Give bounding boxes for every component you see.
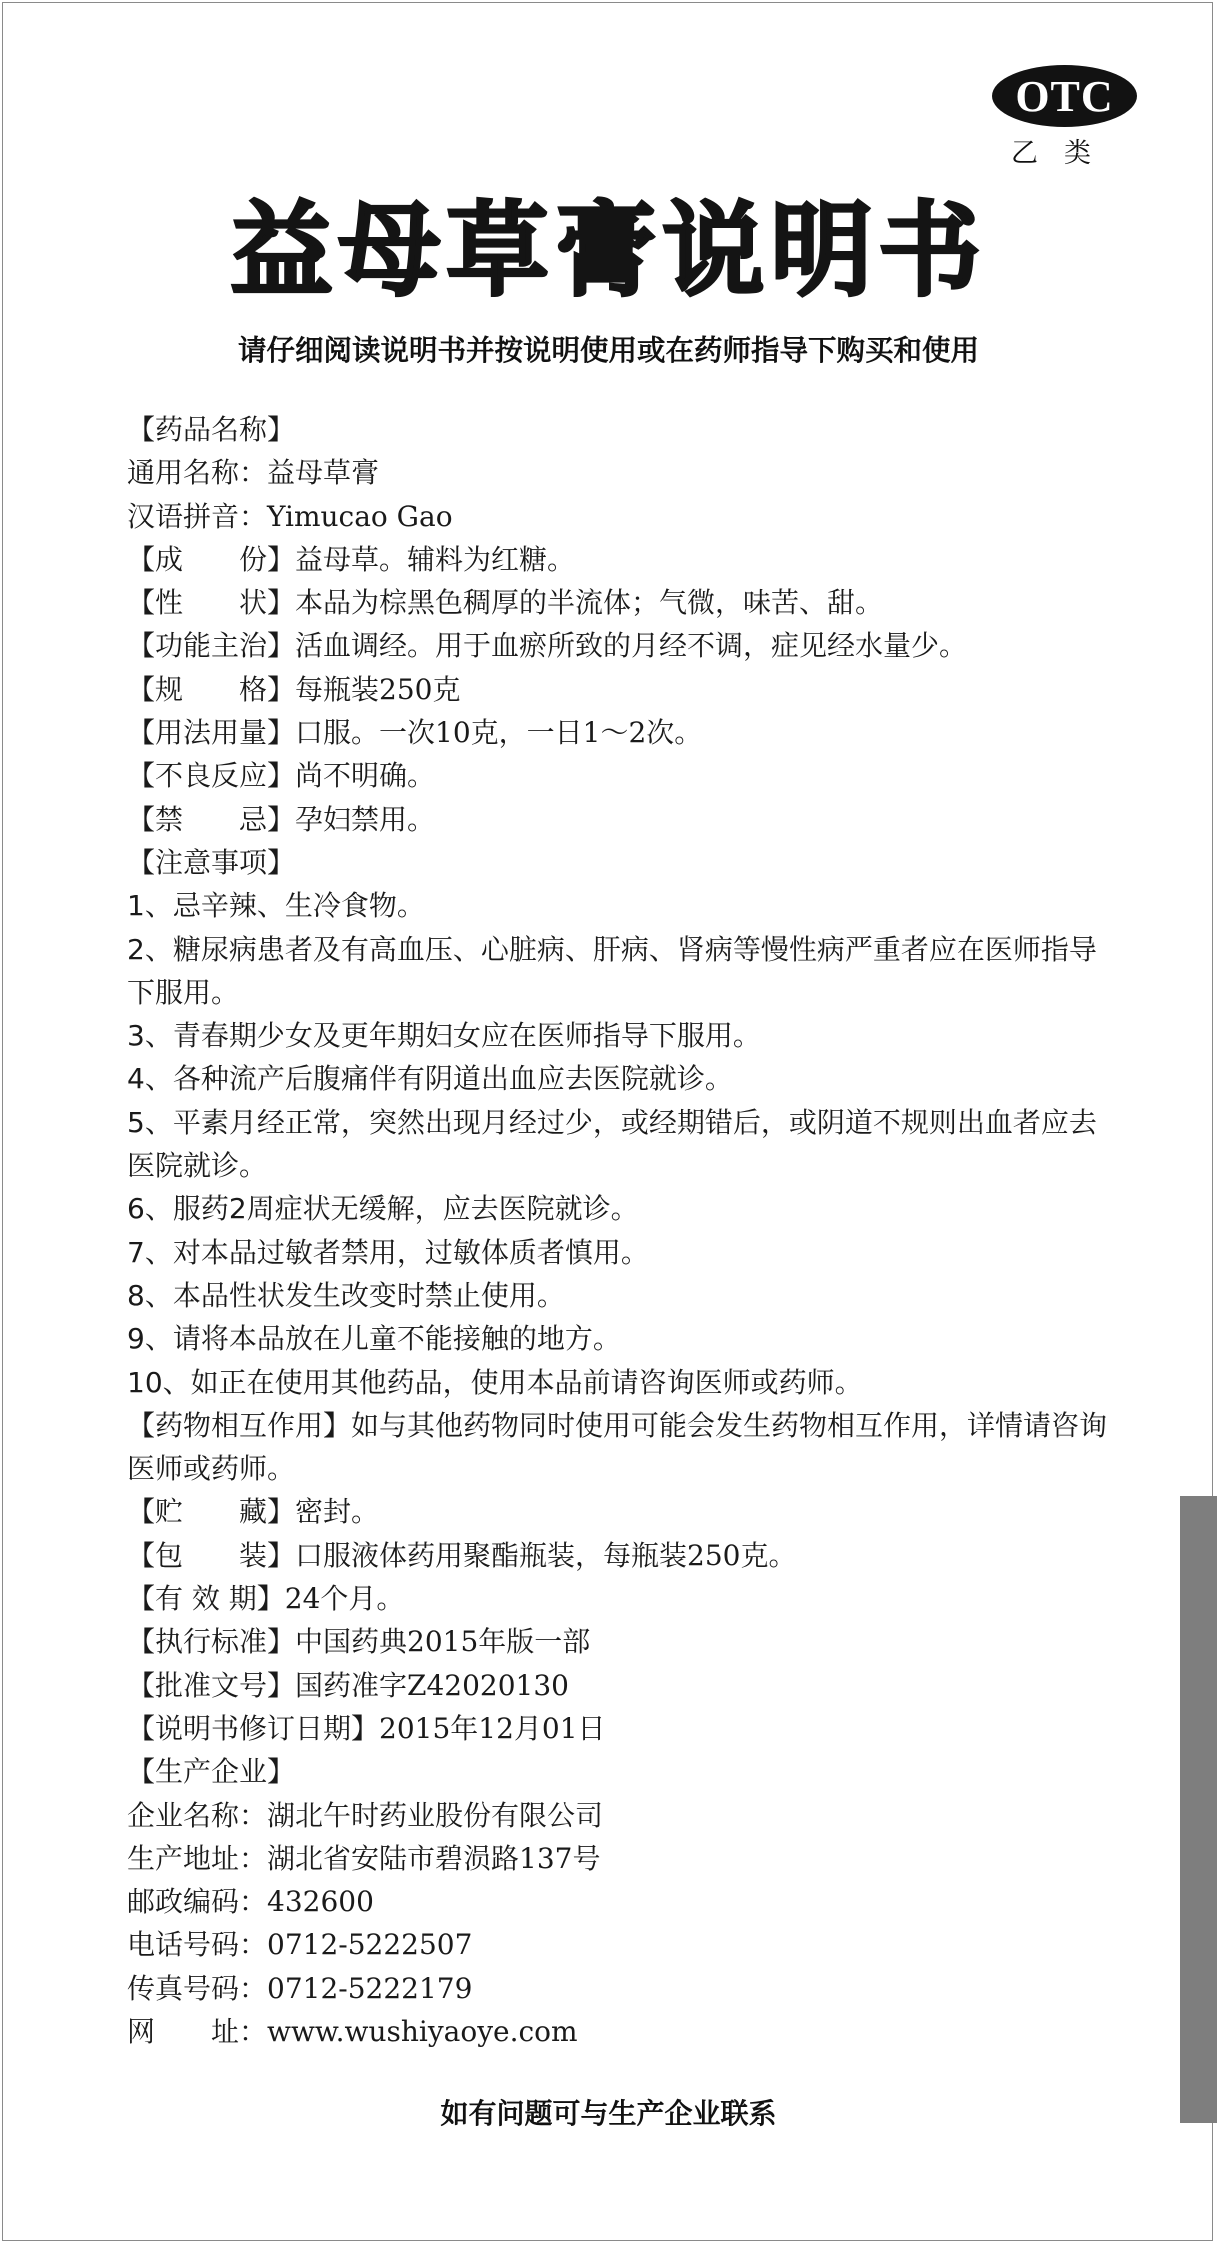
precaution-item: 7、对本品过敏者禁用，过敏体质者慎用。 bbox=[127, 1235, 649, 1269]
precaution-item: 4、各种流产后腹痛伴有阴道出血应去医院就诊。 bbox=[127, 1062, 733, 1096]
document-subtitle: 请仔细阅读说明书并按说明使用或在药师指导下购买和使用 bbox=[237, 334, 979, 367]
section-contraindications: 【禁 忌】孕妇禁用。 bbox=[127, 802, 436, 836]
section-drug-name: 【药品名称】 bbox=[127, 413, 296, 446]
precaution-item: 10、如正在使用其他药品，使用本品前请咨询医师或药师。 bbox=[127, 1365, 863, 1399]
precaution-item: 9、请将本品放在儿童不能接触的地方。 bbox=[127, 1322, 621, 1356]
section-standard: 【执行标准】中国药典2015年版一部 bbox=[127, 1625, 591, 1659]
phone-number: 电话号码：0712-5222507 bbox=[127, 1928, 473, 1962]
section-precautions: 【注意事项】 bbox=[127, 845, 296, 879]
postal-code: 邮政编码：432600 bbox=[127, 1885, 374, 1919]
company-address: 生产地址：湖北省安陆市碧涢路137号 bbox=[127, 1841, 601, 1875]
section-storage: 【贮 藏】密封。 bbox=[127, 1495, 380, 1529]
section-shelf-life: 【有 效 期】24个月。 bbox=[127, 1582, 405, 1616]
section-indications: 【功能主治】活血调经。用于血瘀所致的月经不调，症见经水量少。 bbox=[127, 629, 968, 663]
section-specification: 【规 格】每瓶装250克 bbox=[127, 672, 461, 706]
section-approval-number: 【批准文号】国药准字Z42020130 bbox=[127, 1668, 569, 1702]
precaution-item: 5、平素月经正常，突然出现月经过少，或经期错后，或阴道不规则出血者应去医院就诊。 bbox=[127, 1105, 1097, 1183]
pinyin-name: 汉语拼音：Yimucao Gao bbox=[127, 499, 453, 533]
section-revision-date: 【说明书修订日期】2015年12月01日 bbox=[127, 1711, 606, 1745]
section-dosage: 【用法用量】口服。一次10克，一日1～2次。 bbox=[127, 716, 703, 750]
precaution-item: 6、服药2周症状无缓解，应去医院就诊。 bbox=[127, 1192, 639, 1226]
precaution-item: 1、忌辛辣、生冷食物。 bbox=[127, 889, 425, 923]
precaution-item: 2、糖尿病患者及有高血压、心脏病、肝病、肾病等慢性病严重者应在医师指导下服用。 bbox=[127, 932, 1097, 1009]
side-color-bar bbox=[1180, 1496, 1217, 2123]
website: 网 址：www.wushiyaoye.com bbox=[127, 2014, 578, 2048]
section-adverse-reactions: 【不良反应】尚不明确。 bbox=[127, 759, 436, 793]
generic-name: 通用名称：益母草膏 bbox=[127, 456, 380, 490]
document-title: 益母草膏说明书 bbox=[230, 192, 987, 311]
leaflet-body bbox=[127, 408, 1107, 2053]
otc-badge: OTC bbox=[992, 65, 1137, 127]
section-drug-interactions: 【药物相互作用】如与其他药物同时使用可能会发生药物相互作用，详情请咨询医师或药师。 bbox=[127, 1408, 1108, 1486]
section-packaging: 【包 装】口服液体药用聚酯瓶装，每瓶装250克。 bbox=[127, 1538, 797, 1572]
section-ingredients: 【成 份】益母草。辅料为红糖。 bbox=[127, 542, 576, 576]
precaution-item: 8、本品性状发生改变时禁止使用。 bbox=[127, 1278, 565, 1312]
section-manufacturer: 【生产企业】 bbox=[127, 1755, 296, 1789]
fax-number: 传真号码：0712-5222179 bbox=[127, 1971, 473, 2005]
section-appearance: 【性 状】本品为棕黑色稠厚的半流体；气微，味苦、甜。 bbox=[127, 586, 884, 620]
precaution-item: 3、青春期少女及更年期妇女应在医师指导下服用。 bbox=[127, 1019, 761, 1053]
contact-footer: 如有问题可与生产企业联系 bbox=[440, 2097, 777, 2130]
otc-class-label: 乙类 bbox=[1011, 138, 1117, 169]
company-name: 企业名称：湖北午时药业股份有限公司 bbox=[127, 1798, 604, 1832]
